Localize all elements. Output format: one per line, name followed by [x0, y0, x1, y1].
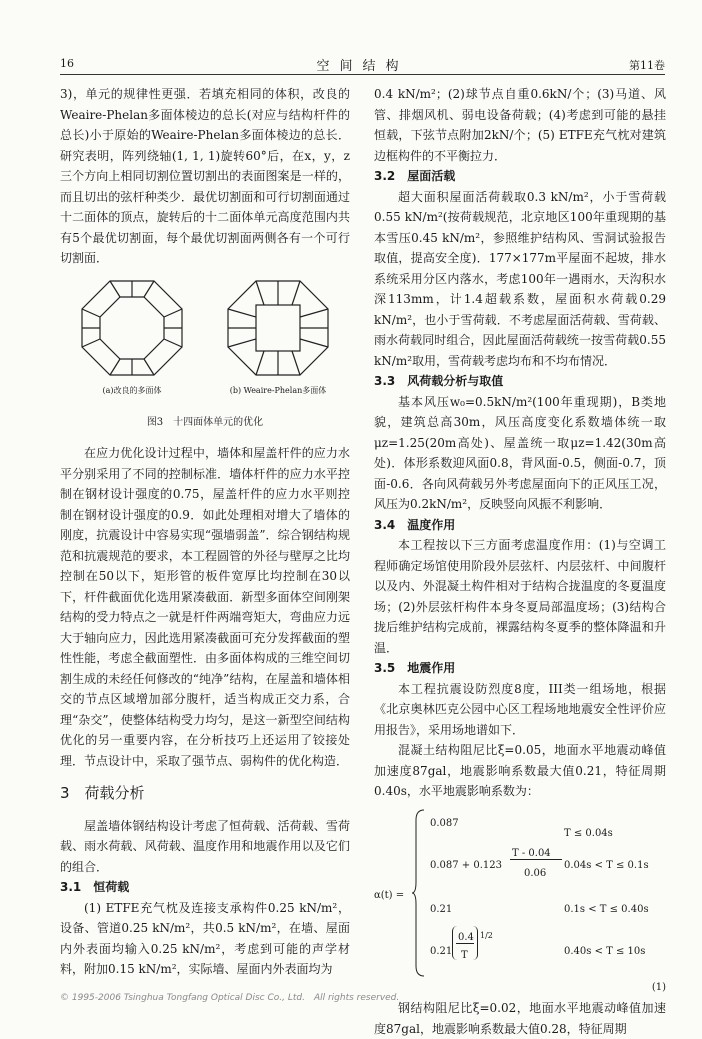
equation-brace: [412, 808, 426, 978]
paragraph: 混凝土结构阻尼比ξ=0.05，地面水平地震动峰值加速度87gal，地震影响系数最大值0.21，特征周期0.40s，水平地震影响系数为：: [374, 743, 666, 798]
left-column: [60, 84, 350, 980]
equation-row-4-numerator: 0.4: [458, 931, 474, 943]
equation-condition-4: 0.40s < T ≤ 10s: [564, 945, 646, 957]
paragraph: 屋盖墙体钢结构设计考虑了恒荷载、活荷载、雪荷载、雨水荷载、风荷载、温度作用和地震作用以及它们的组合．: [60, 818, 350, 874]
equation-row-2-numerator: T - 0.04: [512, 847, 551, 859]
section-heading: 3 荷载分析: [60, 784, 145, 802]
figure-3b-label: (b) Weaire-Phelan多面体: [229, 385, 327, 395]
equation-row-4-denominator: T: [461, 949, 468, 961]
equation-row-4-exponent: 1/2: [480, 930, 493, 940]
paragraph: 在应力优化设计过程中，墙体和屋盖杆件的应力水平分别采用了不同的控制标准．墙体杆件的应力水平控制在钢材设计强度的0.75，屋盖杆件的应力水平则控制在钢材设计强度的0.9．如此处理相对增大了墙体的刚度，抗震设计中容易实现“强墙弱盖”．综合钢结构规范和抗震规范的要求，本工程圆管的外径与壁厚之比均控制在50以下，矩形管的板件宽厚比均控制在30以下，杆件截面优化选用紧凑截面．新型多面体空间刚架结构的受力特点之一就是杆件两端弯矩大，弯曲应力远大于轴向应力，因此选用紧凑截面可充分发挥截面的塑性性能，考虑全截面塑性．由多面体构成的三维空间切割生成的未经任何修改的“纯净”结构，在屋盖和墙体相交的节点区域增加部分腹杆，适当构成正交力系，合理“杂交”，使整体结构受力均匀，是这一新型空间结构优化的另一重要内容，在分析技巧上还运用了铰接处理．节点设计中，采取了强节点、弱构件的优化构造．: [60, 446, 350, 768]
equation-fraction-bar: [456, 943, 474, 944]
paragraph: 本工程按以下三方面考虑温度作用：(1)与空调工程师确定场馆使用阶段外层弦杆、内层弦杆、中间腹杆以及内、外混凝土构件相对于结构合拢温度的冬夏温度场；(2)外层弦杆构件本身冬夏局部温度场；(3)结构合拢后维护结构完成前，裸露结构冬夏季的整体降温和升温．: [374, 538, 666, 655]
subsection-heading: 3.1 恒荷载: [60, 880, 130, 894]
improved-polyhedron-figure: [80, 279, 184, 377]
page-header: [60, 55, 665, 73]
copyright-footer: © 1995-2006 Tsinghua Tongfang Optical Disc Co., Ltd. All rights reserved.: [60, 993, 400, 1003]
page-number: 16: [60, 57, 74, 70]
volume-label: 第11卷: [629, 59, 665, 72]
subsection-heading: 3.5 地震作用: [374, 661, 456, 675]
equation-condition-2: 0.04s < T ≤ 0.1s: [564, 859, 649, 871]
paragraph: 本工程抗震设防烈度8度，III类一组场地，根据《北京奥林匹克公园中心区工程场地地震安全性评价应用报告》，采用场地谱如下．: [374, 681, 666, 737]
equation-row-1: 0.087: [430, 817, 459, 829]
journal-title: 空间结构: [316, 59, 409, 74]
equation-condition-3: 0.1s < T ≤ 0.40s: [564, 903, 649, 915]
paragraph: 0.4 kN/m²；(2)球节点自重0.6kN/个；(3)马道、风管、排烟风机、弱电设备荷载；(4)考虑到可能的悬挂恒载，下弦节点附加2kN/个；(5) ETFE充气枕对建筑边框构件的不平衡拉力．: [374, 87, 666, 163]
equation-row-4: 0.21: [430, 945, 453, 957]
equation-1: [374, 808, 666, 980]
paragraph: 3)，单元的规律性更强．若填充相同的体积，改良的Weaire-Phelan多面体棱边的总长(对应与结构杆件的总长)小于原始的Weaire-Phelan多面体棱边的总长．研究表明，阵列绕轴(1, 1, 1)旋转60°后，在x，y，z三个方向上相同切割位置切割出的表面图案是一样的，而且切出的弦杆种类少．最优切割面和可行切割面通过十二面体的顶点，旋转后的十二面体单元高度范围内共有5个最优切割面，每个最优切割面两侧各有一个可行切割面．: [60, 87, 350, 265]
subsection-heading: 3.2 屋面活载: [374, 169, 456, 183]
paragraph: 基本风压w₀=0.5kN/m²(100年重现期)，B类地貌，建筑总高30m，风压高度变化系数墙体统一取μz=1.25(20m高处)、屋盖统一取μz=1.42(30m高处)．体形系数迎风面0.8，背风面-0.5，侧面-0.7，顶面-0.6．各向风荷载另外考虑屋面向下的正风压工况，风压为0.2kN/m²，反映竖向风振不利影响．: [374, 394, 666, 511]
weaire-phelan-figure: [226, 279, 330, 377]
paragraph: (1) ETFE充气枕及连接支承构件0.25 kN/m²，设备、管道0.25 kN/m²，共0.5 kN/m²，在墙、屋面内外表面均输入0.25 kN/m²，考虑到可能的声学材料，附加0.15 kN/m²，实际墙、屋面内外表面均为: [60, 900, 350, 976]
equation-row-3: 0.21: [430, 903, 453, 915]
equation-row-2-denominator: 0.06: [524, 867, 547, 879]
equation-lhs: α(t) =: [374, 889, 405, 901]
equation-condition-1: T ≤ 0.04s: [564, 827, 613, 839]
paragraph: 钢结构阻尼比ξ=0.02，地面水平地震动峰值加速度87gal，地震影响系数最大值0.28，特征周期: [374, 1001, 666, 1036]
paragraph: 超大面积屋面活荷载取0.3 kN/m²，小于雪荷载0.55 kN/m²(按荷载规范，北京地区100年重现期的基本雪压0.45 kN/m²，参照维护结构风、雪洞试验报告取值，提高安全度)．177×177m平屋面不起坡，排水系统采用分区内落水，考虑100年一遇雨水，天沟积水深113mm，计1.4超载系数，屋面积水荷载0.29 kN/m²，也小于雪荷载．不考虑屋面活荷载、雪荷载、雨水荷载同时组合，因此屋面活荷载统一按雪荷载0.55 kN/m²取用，雪荷载考虑均布和不均布情况．: [374, 189, 666, 368]
figure-3: [60, 279, 350, 399]
equation-number: (1): [651, 981, 666, 993]
figure-caption: 图3 十四面体单元的优化: [146, 416, 264, 428]
figure-3a-label: (a)改良的多面体: [102, 385, 162, 395]
header-rule: [60, 74, 665, 75]
right-column: [374, 84, 666, 1039]
equation-row-2: 0.087 + 0.123: [430, 859, 502, 871]
equation-fraction-bar: [510, 859, 562, 860]
subsection-heading: 3.3 风荷载分析与取值: [374, 374, 504, 388]
subsection-heading: 3.4 温度作用: [374, 517, 456, 532]
